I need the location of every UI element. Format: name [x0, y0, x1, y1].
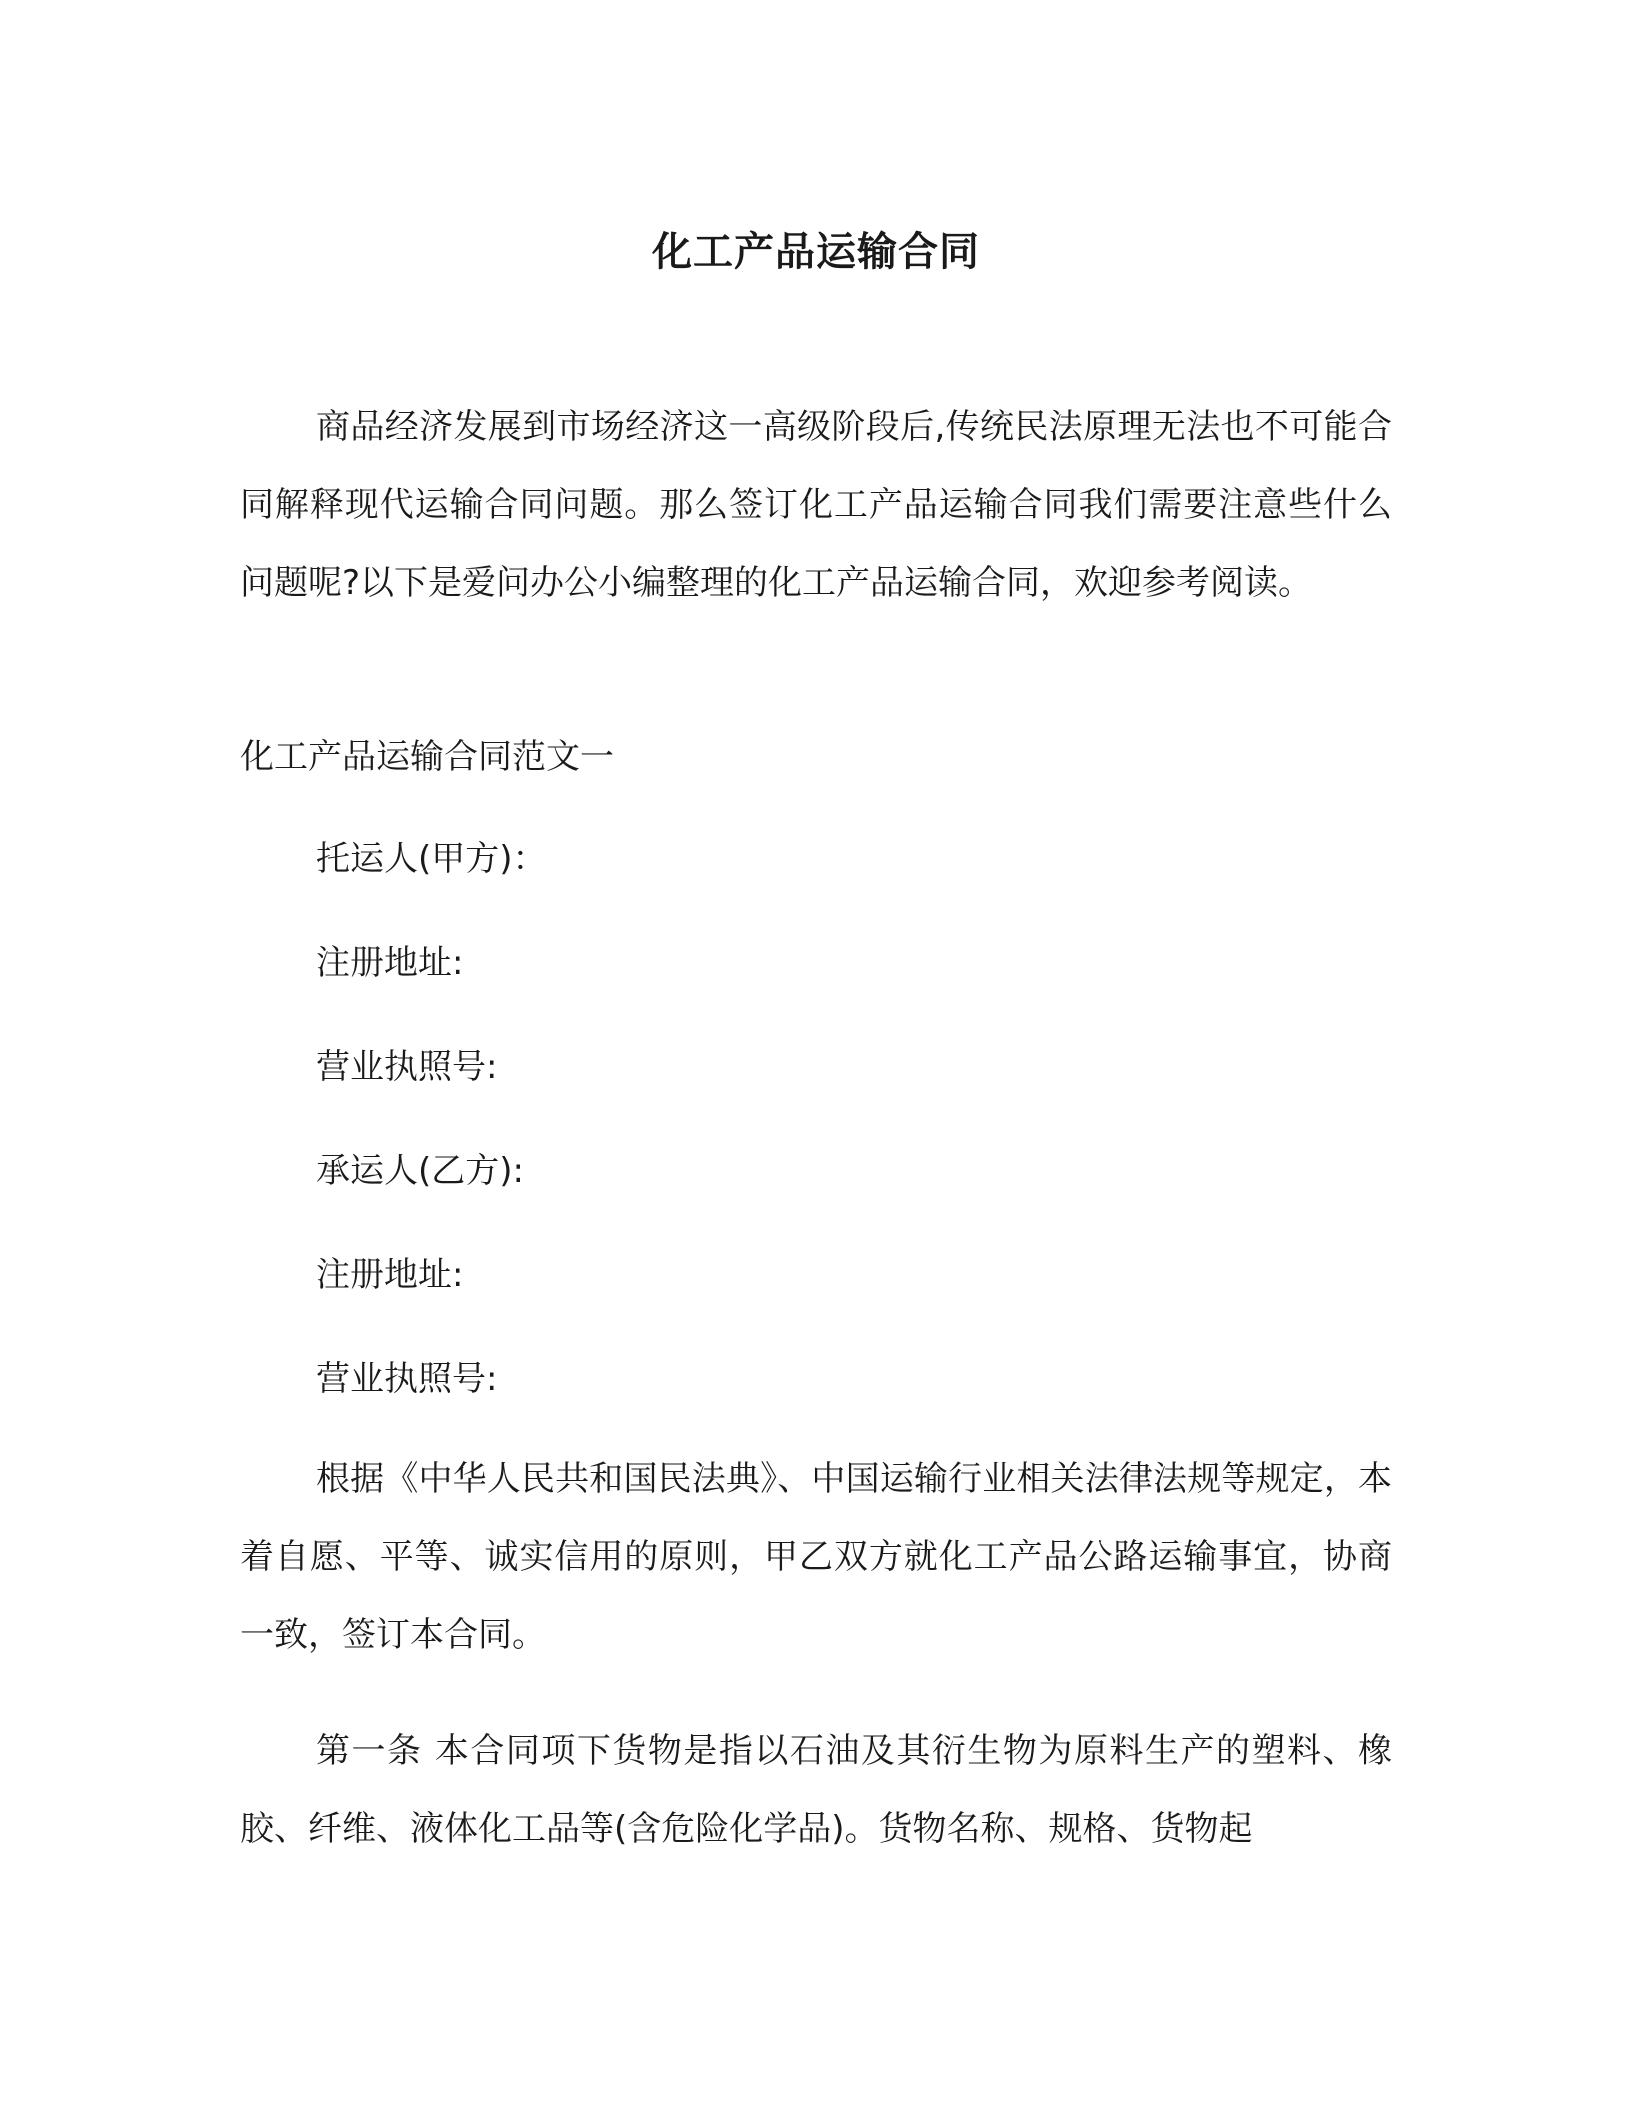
sample-heading: 化工产品运输合同范文一 — [240, 737, 614, 777]
carrier-address-field: 注册地址: — [316, 1255, 464, 1295]
shipper-address-field: 注册地址: — [316, 943, 464, 983]
intro-paragraph: 商品经济发展到市场经济这一高级阶段后,传统民法原理无法也不可能合同解释现代运输合同问题。那么签订化工产品运输合同我们需要注意些什么问题呢?以下是爱问办公小编整理的化工产品运输合同，欢迎参考阅读。 — [240, 407, 1392, 603]
shipper-license-field: 营业执照号: — [316, 1047, 498, 1087]
carrier-license-field: 营业执照号: — [316, 1359, 498, 1399]
legal-basis-paragraph: 根据《中华人民共和国民法典》、中国运输行业相关法律法规等规定，本着自愿、平等、诚实信用的原则，甲乙双方就化工产品公路运输事宜，协商一致，签订本合同。 — [240, 1459, 1392, 1655]
shipper-field: 托运人(甲方)： — [316, 839, 547, 879]
carrier-field: 承运人(乙方): — [316, 1151, 524, 1191]
document-title: 化工产品运输合同 — [652, 229, 980, 275]
article-1-paragraph: 第一条 本合同项下货物是指以石油及其衍生物为原料生产的塑料、橡胶、纤维、液体化工品等(含危险化学品)。货物名称、规格、货物起 — [240, 1731, 1392, 1849]
